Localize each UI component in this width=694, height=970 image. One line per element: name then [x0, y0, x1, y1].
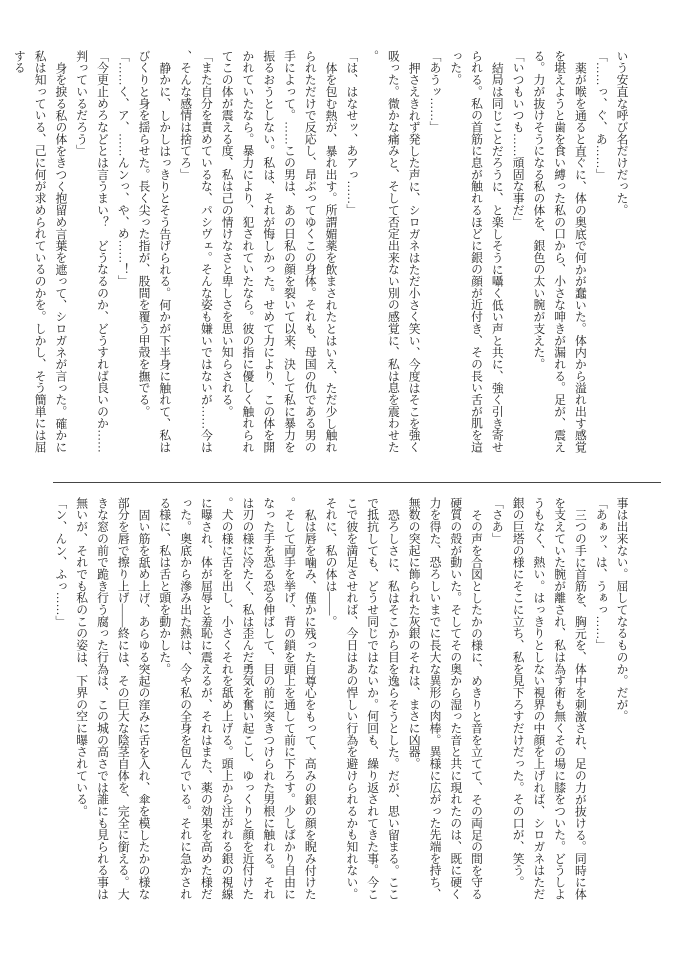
narrative-paragraph: 三つの手に首筋を、胸元を、体中を刺激され、足の力が抜ける。同時に体を支えていた腕が離され、私は為す術も無くその場に膝をついた。どうしようもなく、熱い。はっきりとしない視界の中顔を上げれば、シロガネはただ銀の巨塔の様にそこに立ち、私を見下ろすだけだった。その口が、笑う。	[511, 497, 588, 900]
narrative-paragraph: 薬が喉を通ると直ぐに、体の奥底で何かが蠢いた。体内から溢れ出す感覚を堪えようと歯を食い縛った私の口から、小さな呻きが漏れる。足が、震える。力が抜けそうになる私の体を、銀色の太い腕が支えた。	[531, 50, 588, 453]
narrative-paragraph: 静かに、しかしはっきりとそう告げられる。何かが下半身に触れて、私はびくりと身を揺らせた。長く尖った指が、股間を覆う甲殻を撫でる。	[137, 50, 172, 453]
dialogue-line: 「さあ」	[490, 497, 505, 545]
dialogue-line: 「あうッ……」	[427, 50, 442, 133]
narrative-paragraph: 私は唇を噛み、僅かに残った自尊心をもって、高みの銀の顔を睨み付けた。そして両手を挙げ、背の鎖を頭上を通して前に下ろす。少しばかり自由になった手を恐る恐る伸ばして、目の前に突きつけられた男根に触れる。それは刃の様に冷たく、私は歪んだ勇気を奮い起こし、ゆっくりと顔を近付けた。犬の様に舌を出し、小さくそれを舐め上げる。頭上から注がれる銀の視線に曝され、体が屈辱と羞恥に震えるが、それはまた、薬の効果を高めた様だった。奥底から滲み出た熱は、今や私の全身を包んでいる。それに急かされる様に、私は舌と頭を動かした。	[157, 497, 318, 900]
narrative-paragraph: 押さえきれず発した声に、シロガネはただ小さく笑い、今度はそこを強く吸った。微かな痛みと、そして否定出来ない別の感覚に、私は息を震わせた。	[365, 50, 422, 453]
dialogue-line: 「……く、ア、……んンっ、や、め……！」	[116, 50, 131, 287]
dialogue-line: 「今更止めろなどとは言うまい？ どうなるのか、どうすれば良いのか……判っているだろう」	[74, 50, 110, 453]
section-divider-rule	[53, 482, 661, 483]
narrative-paragraph: その声を合図としたかの様に、めきりと音を立てて、その両足の間を守る硬質の殻が動いた。そしてその奥から湿った音と共に現れたのは、既に硬く力を得た、恐ろしいまでに長大な異形の肉棒。異様に広がった先端を持ち、無数の突起に飾られた灰銀のそれは、まさに凶器。	[407, 497, 484, 900]
narrative-paragraph: 固い筋を舐め上げ、あらゆる突起の窪みに舌を入れ、傘を模したかの様な部分を唇で擦り上げ――終には、その巨大な陰茎自体を、完全に銜える。大きな窓の前で跪き行う腐った行為は、この城の高さでは誰にも見られる事は無いが、それでも私のこの姿は、下界の空に曝されている。	[74, 497, 152, 900]
narrative-paragraph: 身を捩る私の体をきつく抱留め言葉を遮って、シロガネが言った。確かに私は知っている、己に何が求められているのかを。しかし、そう簡単には屈する	[12, 50, 68, 453]
narrative-paragraph: 恐ろしさに、私はそこから目を逸らそうとした。だが、思い留まる。ここで抵抗しても、どうせ同じではないか。何回も、繰り返されてきた事。今ここで彼を満足させれば、今日はあの悍しい行為を避けられるかも知れない。それに、私の体は――。	[324, 497, 401, 900]
narrative-paragraph: いう安直な呼び名だけだった。	[615, 50, 629, 216]
dialogue-line: 「また自分を責めているな、パシヴェ。そんな姿も嫌いではないが……今は、そんな感情は捨てろ」	[178, 50, 214, 453]
dialogue-line: 「いつもいつも……頑固な事だ」	[511, 50, 526, 228]
dialogue-line: 「あぁッ、は、うぁっ……」	[594, 497, 609, 652]
text-block-bottom	[50, 497, 632, 911]
narrative-paragraph: 体を包む熱が、暴れ出す。所謂媚薬を飲まされたとはいえ、ただ少し触れられただけで反応し、昂ぶってゆくこの身体。それも、母国の仇である男の手によって。……この男は、あの日私の顔を裂いて以来、決して私に暴力を振るおうとしない。私は、それが悔しかった。せめて力により、この体を開かれていたなら。暴力により、犯されていたなら。彼の指に優しく触れられてこの体が震える度、私は己の情けなさと卑しさを思い知らされる。	[220, 50, 339, 453]
narrative-paragraph: 結局は同じことだろうに、と楽しそうに囁く低い声と共に、強く引き寄せられる。私の首筋に息が触れるほどに銀の顔が近付き、その長い舌が肌を這った。	[448, 50, 505, 453]
dialogue-line: 「は、はなせッ、あアっ……」	[344, 50, 359, 216]
dialogue-line: 「……っ、ぐ、あ……」	[594, 50, 609, 181]
text-block-top	[12, 50, 632, 464]
narrative-paragraph: 事は出来ない。屈してなるものか。だが。	[615, 497, 629, 723]
dialogue-line: 「ン、んン、ふっ……」	[53, 497, 68, 628]
